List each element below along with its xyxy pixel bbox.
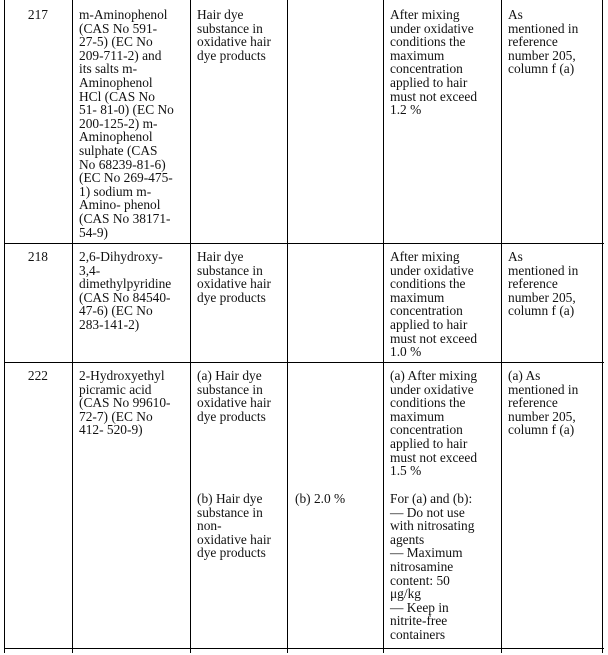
column-rule [72,0,73,653]
row-rule [4,362,604,363]
row-rule [4,648,604,649]
column-rule [501,0,502,653]
warnings: (a) As mentioned in reference number 205, column f (a) [508,368,579,438]
substance-name: m-Aminophenol (CAS No 591- 27-5) (EC No 209-711-2) and its salts m- Aminophenol HCl (CAS No 51- 81-0) (EC No 200-125-2) m- Aminophenol sulphate (CAS No 68239-81-6) (EC No 269-475- 1) sodium m- Amino- phenol (CAS No 38171- 54-9) [79,7,174,240]
max-concentration-b: (b) 2.0 % [295,491,346,506]
field-of-use: Hair dye substance in oxidative hair dye products [197,7,271,63]
column-rule [602,0,603,653]
other-limitations-a: (a) After mixing under oxidative conditions the maximum concentration applied to hair must not exceed 1.5 % [390,368,478,479]
warnings: As mentioned in reference number 205, column f (a) [508,249,579,319]
other-limitations-b: For (a) and (b): — Do not use with nitrosating agents — Maximum nitrosamine content: 50 μg/kg — Keep in nitrite-free containers [390,491,475,642]
field-of-use-b: (b) Hair dye substance in non- oxidative hair dye products [197,491,271,561]
field-of-use-a: (a) Hair dye substance in oxidative hair dye products [197,368,271,424]
column-rule [190,0,191,653]
column-rule [383,0,384,653]
field-of-use: Hair dye substance in oxidative hair dye products [197,249,271,305]
column-rule [4,0,5,653]
row-number: 217 [27,7,48,22]
column-rule [287,0,288,653]
substance-name: 2,6-Dihydroxy- 3,4- dimethylpyridine (CAS No 84540- 47-6) (EC No 283-141-2) [79,249,172,332]
other-limitations: After mixing under oxidative conditions the maximum concentration applied to hair must not exceed 1.0 % [390,249,478,360]
substance-name: 2-Hydroxyethyl picramic acid (CAS No 99610- 72-7) (EC No 412- 520-9) [79,368,171,438]
row-number: 222 [27,368,48,383]
row-rule [4,243,604,244]
other-limitations: After mixing under oxidative conditions the maximum concentration applied to hair must not exceed 1.2 % [390,7,478,118]
row-number: 218 [27,249,48,264]
warnings: As mentioned in reference number 205, column f (a) [508,7,579,77]
